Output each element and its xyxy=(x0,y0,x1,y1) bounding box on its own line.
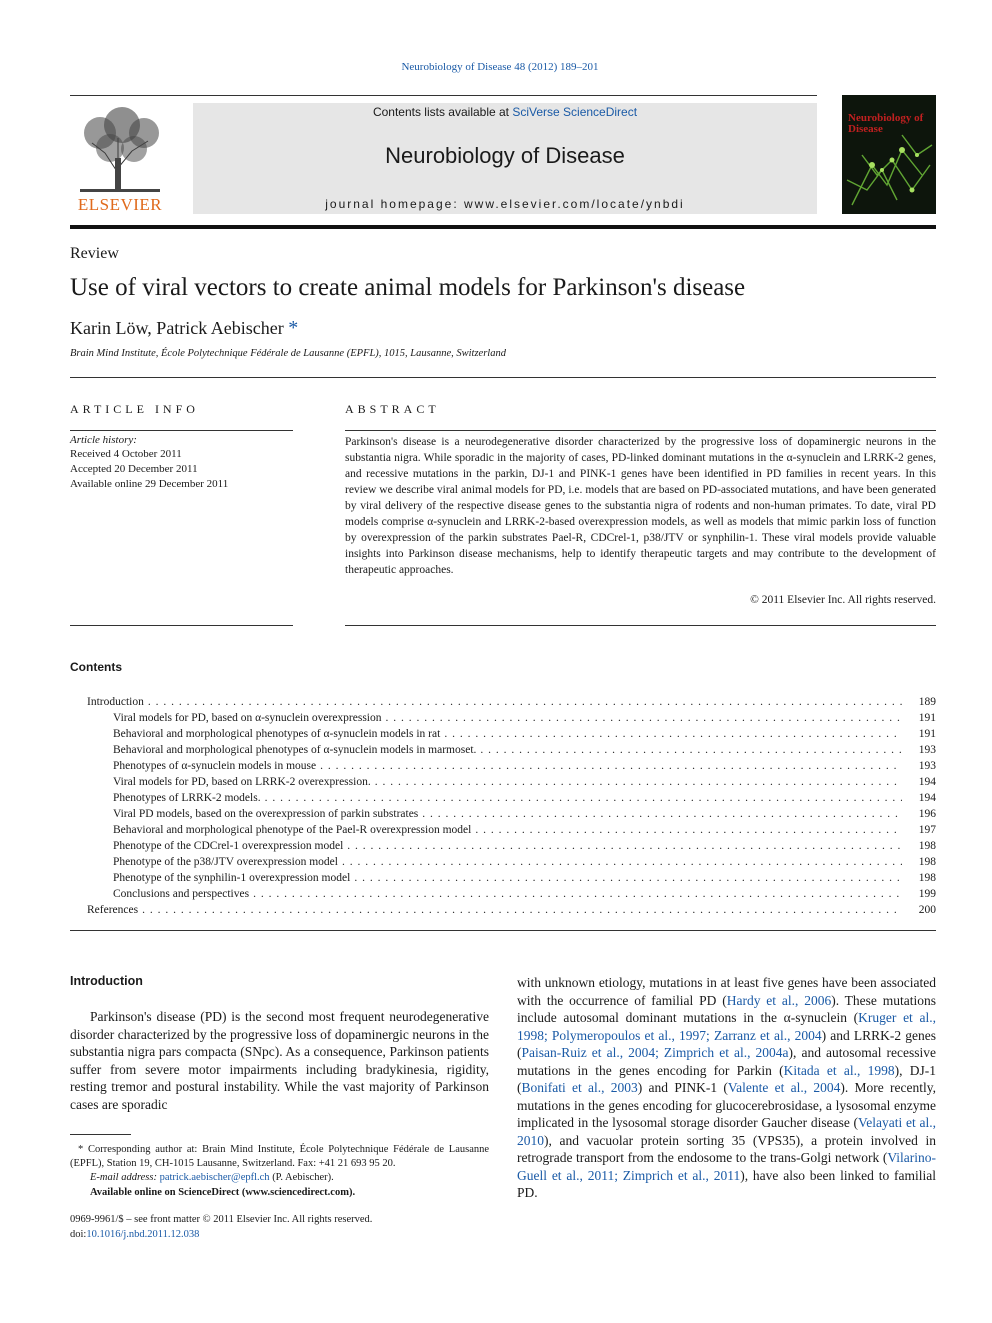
toc-leader-dots xyxy=(480,742,902,758)
abstract-heading: ABSTRACT xyxy=(345,402,440,416)
toc-entry-label: Behavioral and morphological phenotypes of α-synuclein models in marmoset. xyxy=(113,744,477,756)
toc-entry[interactable] xyxy=(113,726,936,742)
toc-entry[interactable] xyxy=(87,902,936,918)
toc-entry[interactable] xyxy=(113,870,936,886)
journal-name: Neurobiology of Disease xyxy=(385,143,625,168)
citation-link[interactable]: Bonifati et al., 2003 xyxy=(521,1080,638,1095)
toc-entry[interactable] xyxy=(113,774,936,790)
header-rule xyxy=(70,95,817,96)
toc-entry-page: 199 xyxy=(918,888,936,900)
citation-link[interactable]: Kitada et al., 1998 xyxy=(783,1062,895,1078)
citation-link[interactable]: Vilarino-Guell et al., 2011; Zimprich et al., 2011 xyxy=(517,1150,936,1183)
cover-title: Neurobiology of Disease xyxy=(848,112,924,135)
toc-entry-page: 194 xyxy=(918,792,936,804)
toc-entry-label: Viral models for PD, based on LRRK-2 overexpression. xyxy=(113,776,371,788)
abstract-text: Parkinson's disease is a neurodegenerative disorder characterized by the progressive loss of dopaminergic neurons in the substantia nigra. While sporadic in the majority of cases, PD-linked dominant mutations in the α-synuclein and LRRK-2 genes, and recessive mutations in the parkin, DJ-1 and PINK-1 genes have been identified in PD families in recent years. In this review we describe viral animal models for PD, i.e. models that are based on PD-associated mutations, and have been generated by viral delivery of the respective disease genes to the substantia nigra of rodents and non-human primates. To date, viral PD models comprise α-synuclein and LRRK-2-based overexpression models, as well as models that mimic parkin loss of function by overexpression of the parkin substrates Pael-R, CDCrel-1, p38/JTV or synphilin-1. These viral models provide valuable insights into Parkinson disease mechanisms, help to identify therapeutic targets and may contribute to the development of therapeutic approaches. xyxy=(345,436,936,576)
citation-link[interactable]: Hardy et al., 2006 xyxy=(726,992,832,1008)
footnote-rule xyxy=(70,1134,131,1135)
article-info-bottom-rule xyxy=(70,625,293,626)
toc-entry[interactable] xyxy=(113,854,936,870)
toc-leader-dots xyxy=(347,838,902,854)
toc-entry-page: 198 xyxy=(918,840,936,852)
toc-entry-label: Phenotype of the CDCrel-1 overexpression model xyxy=(113,840,344,852)
doi-line: doi:10.1016/j.nbd.2011.12.038 xyxy=(70,1229,200,1240)
corresponding-author-star[interactable]: * xyxy=(288,317,299,339)
doi-link[interactable]: 10.1016/j.nbd.2011.12.038 xyxy=(86,1229,200,1240)
contents-available: Contents lists available at SciVerse ScienceDirect xyxy=(372,105,638,119)
toc-entry-page: 193 xyxy=(918,744,936,756)
toc-entry-page: 200 xyxy=(918,904,936,916)
history-received: Received 4 October 2011 xyxy=(70,448,182,460)
toc-entry[interactable] xyxy=(113,710,936,726)
toc-entry-label: Phenotypes of LRRK-2 models. xyxy=(113,792,261,804)
sciencedirect-link[interactable]: SciVerse ScienceDirect xyxy=(512,105,638,119)
journal-cover-image xyxy=(842,95,936,214)
toc-leader-dots xyxy=(444,726,902,742)
toc-entry-label: Introduction xyxy=(87,696,144,708)
toc-entry-label: Behavioral and morphological phenotypes of α-synuclein models in rat xyxy=(113,728,441,740)
toc-entry[interactable] xyxy=(113,886,936,902)
toc-entry[interactable] xyxy=(113,838,936,854)
citation-link[interactable]: Paisan-Ruiz et al., 2004; Zimprich et al., 2004a xyxy=(521,1045,789,1060)
authors: Karin Löw, Patrick Aebischer * xyxy=(70,317,299,339)
toc-leader-dots xyxy=(375,774,902,790)
toc-entry-page: 198 xyxy=(918,872,936,884)
article-type: Review xyxy=(70,245,119,262)
abstract-rule xyxy=(345,430,936,431)
toc-leader-dots xyxy=(265,790,902,806)
toc-entry[interactable] xyxy=(113,758,936,774)
toc-entry-page: 197 xyxy=(918,824,936,836)
toc-entry-label: Viral PD models, based on the overexpression of parkin substrates xyxy=(113,808,419,820)
citation-link[interactable]: Kruger et al., 1998; Polymeropoulos et al., 1997; Zarranz et al., 2004 xyxy=(517,1010,937,1043)
intro-right-column: with unknown etiology, mutations in at least five genes have been associated with the occurrence of familial PD (Hardy et al., 2006). These mutations include autosomal dominant mutations in the α-synuclein (Kruger et al., 1998; Polymeropoulos et al., 1997; Zarranz et al., 2004) and LRRK-2 genes (Paisan-Ruiz et al., 2004; Zimprich et al., 2004a), and autosomal recessive mutations in the genes encoding for Parkin (Kitada et al., 1998), DJ-1 (Bonifati et al., 2003) and PINK-1 (Valente et al., 2004). More recently, mutations in the genes encoding for glucocerebrosidase, a lysosomal enzyme implicated in the lysosomal storage disorder Gaucher disease (Velayati et al., 2010), and vacuolar protein sorting 35 (VPS35), a protein involved in retrograde transport from the endosome to the trans-Golgi network (Vilarino-Guell et al., 2011; Zimprich et al., 2011), have also been linked to familial PD. xyxy=(517,975,937,1200)
toc-entry-label: Phenotype of the synphilin-1 overexpression model xyxy=(113,872,351,884)
toc-entry-page: 191 xyxy=(918,728,936,740)
toc-entry-page: 189 xyxy=(918,696,936,708)
article-title: Use of viral vectors to create animal models for Parkinson's disease xyxy=(70,274,746,301)
toc-entry-label: Phenotype of the p38/JTV overexpression model xyxy=(113,856,338,868)
toc-leader-dots xyxy=(142,902,902,918)
abstract-bottom-rule xyxy=(345,625,936,626)
sciencedirect-availability: Available online on ScienceDirect (www.sciencedirect.com). xyxy=(90,1187,356,1198)
elsevier-wordmark: ELSEVIER xyxy=(77,195,163,214)
article-info-heading: ARTICLE INFO xyxy=(70,402,199,416)
header-thick-rule xyxy=(70,225,936,229)
toc-leader-dots xyxy=(422,806,902,822)
toc-leader-dots xyxy=(148,694,902,710)
toc-entry[interactable] xyxy=(113,742,936,758)
corresponding-author-footnote: * Corresponding author at: Brain Mind Institute, École Polytechnique Fédérale de Lausanne (EPFL), Station 19, CH-1015 Lausanne, Switzerland. Fax: +41 21 693 95 20. xyxy=(70,1144,490,1169)
toc-entry-page: 194 xyxy=(918,776,936,788)
toc-entry[interactable] xyxy=(113,806,936,822)
history-title: Article history: xyxy=(70,434,137,446)
history-accepted: Accepted 20 December 2011 xyxy=(70,463,198,475)
toc-entry[interactable] xyxy=(113,822,936,838)
toc-entry-label: Viral models for PD, based on α-synuclein overexpression xyxy=(113,712,382,724)
abstract-copyright: © 2011 Elsevier Inc. All rights reserved. xyxy=(750,594,936,606)
toc-entry-page: 191 xyxy=(918,712,936,724)
intro-left-paragraph: Parkinson's disease (PD) is the second most frequent neurodegenerative disorder characterized by the progressive loss of dopaminergic neurons in the substantia nigra pars compacta (SNpc). As a consequence, Parkinson patients suffer from severe motor impairments including bradykinesia, rigidity, resting tremor and postural instability. While the vast majority of Parkinson cases are sporadic xyxy=(70,1009,489,1112)
citation-link[interactable]: Valente et al., 2004 xyxy=(727,1080,841,1095)
title-rule xyxy=(70,377,936,378)
toc-leader-dots xyxy=(386,710,903,726)
email-link[interactable]: patrick.aebischer@epfl.ch xyxy=(159,1172,270,1183)
contents-title: Contents xyxy=(70,660,122,674)
affiliation: Brain Mind Institute, École Polytechnique Fédérale de Lausanne (EPFL), 1015, Lausanne, Switzerland xyxy=(70,348,506,359)
toc-entry[interactable] xyxy=(87,694,936,710)
toc-entry-page: 198 xyxy=(918,856,936,868)
toc-leader-dots xyxy=(342,854,902,870)
contents-bottom-rule xyxy=(70,930,936,931)
toc-entry[interactable] xyxy=(113,790,936,806)
citation-link[interactable]: Velayati et al., 2010 xyxy=(517,1115,936,1148)
toc-entry-label: Phenotypes of α-synuclein models in mouse xyxy=(113,760,317,772)
article-info-rule xyxy=(70,430,293,431)
toc-entry-label: References xyxy=(87,904,139,916)
toc-leader-dots xyxy=(320,758,902,774)
toc-leader-dots xyxy=(354,870,902,886)
toc-leader-dots xyxy=(475,822,902,838)
toc-entry-page: 193 xyxy=(918,760,936,772)
introduction-heading: Introduction xyxy=(70,974,143,988)
issn-line: 0969-9961/$ – see front matter © 2011 Elsevier Inc. All rights reserved. xyxy=(70,1214,373,1225)
journal-homepage[interactable]: journal homepage: www.elsevier.com/locate/ynbdi xyxy=(325,197,685,211)
toc-entry-label: Behavioral and morphological phenotype of the Pael-R overexpression model xyxy=(113,824,472,836)
journal-reference[interactable]: Neurobiology of Disease 48 (2012) 189–201 xyxy=(401,61,599,73)
toc-entry-page: 196 xyxy=(918,808,936,820)
history-online: Available online 29 December 2011 xyxy=(70,478,229,490)
email-footnote: E-mail address: patrick.aebischer@epfl.ch (P. Aebischer). xyxy=(90,1172,334,1183)
toc-leader-dots xyxy=(253,886,902,902)
toc-entry-label: Conclusions and perspectives xyxy=(113,888,250,900)
